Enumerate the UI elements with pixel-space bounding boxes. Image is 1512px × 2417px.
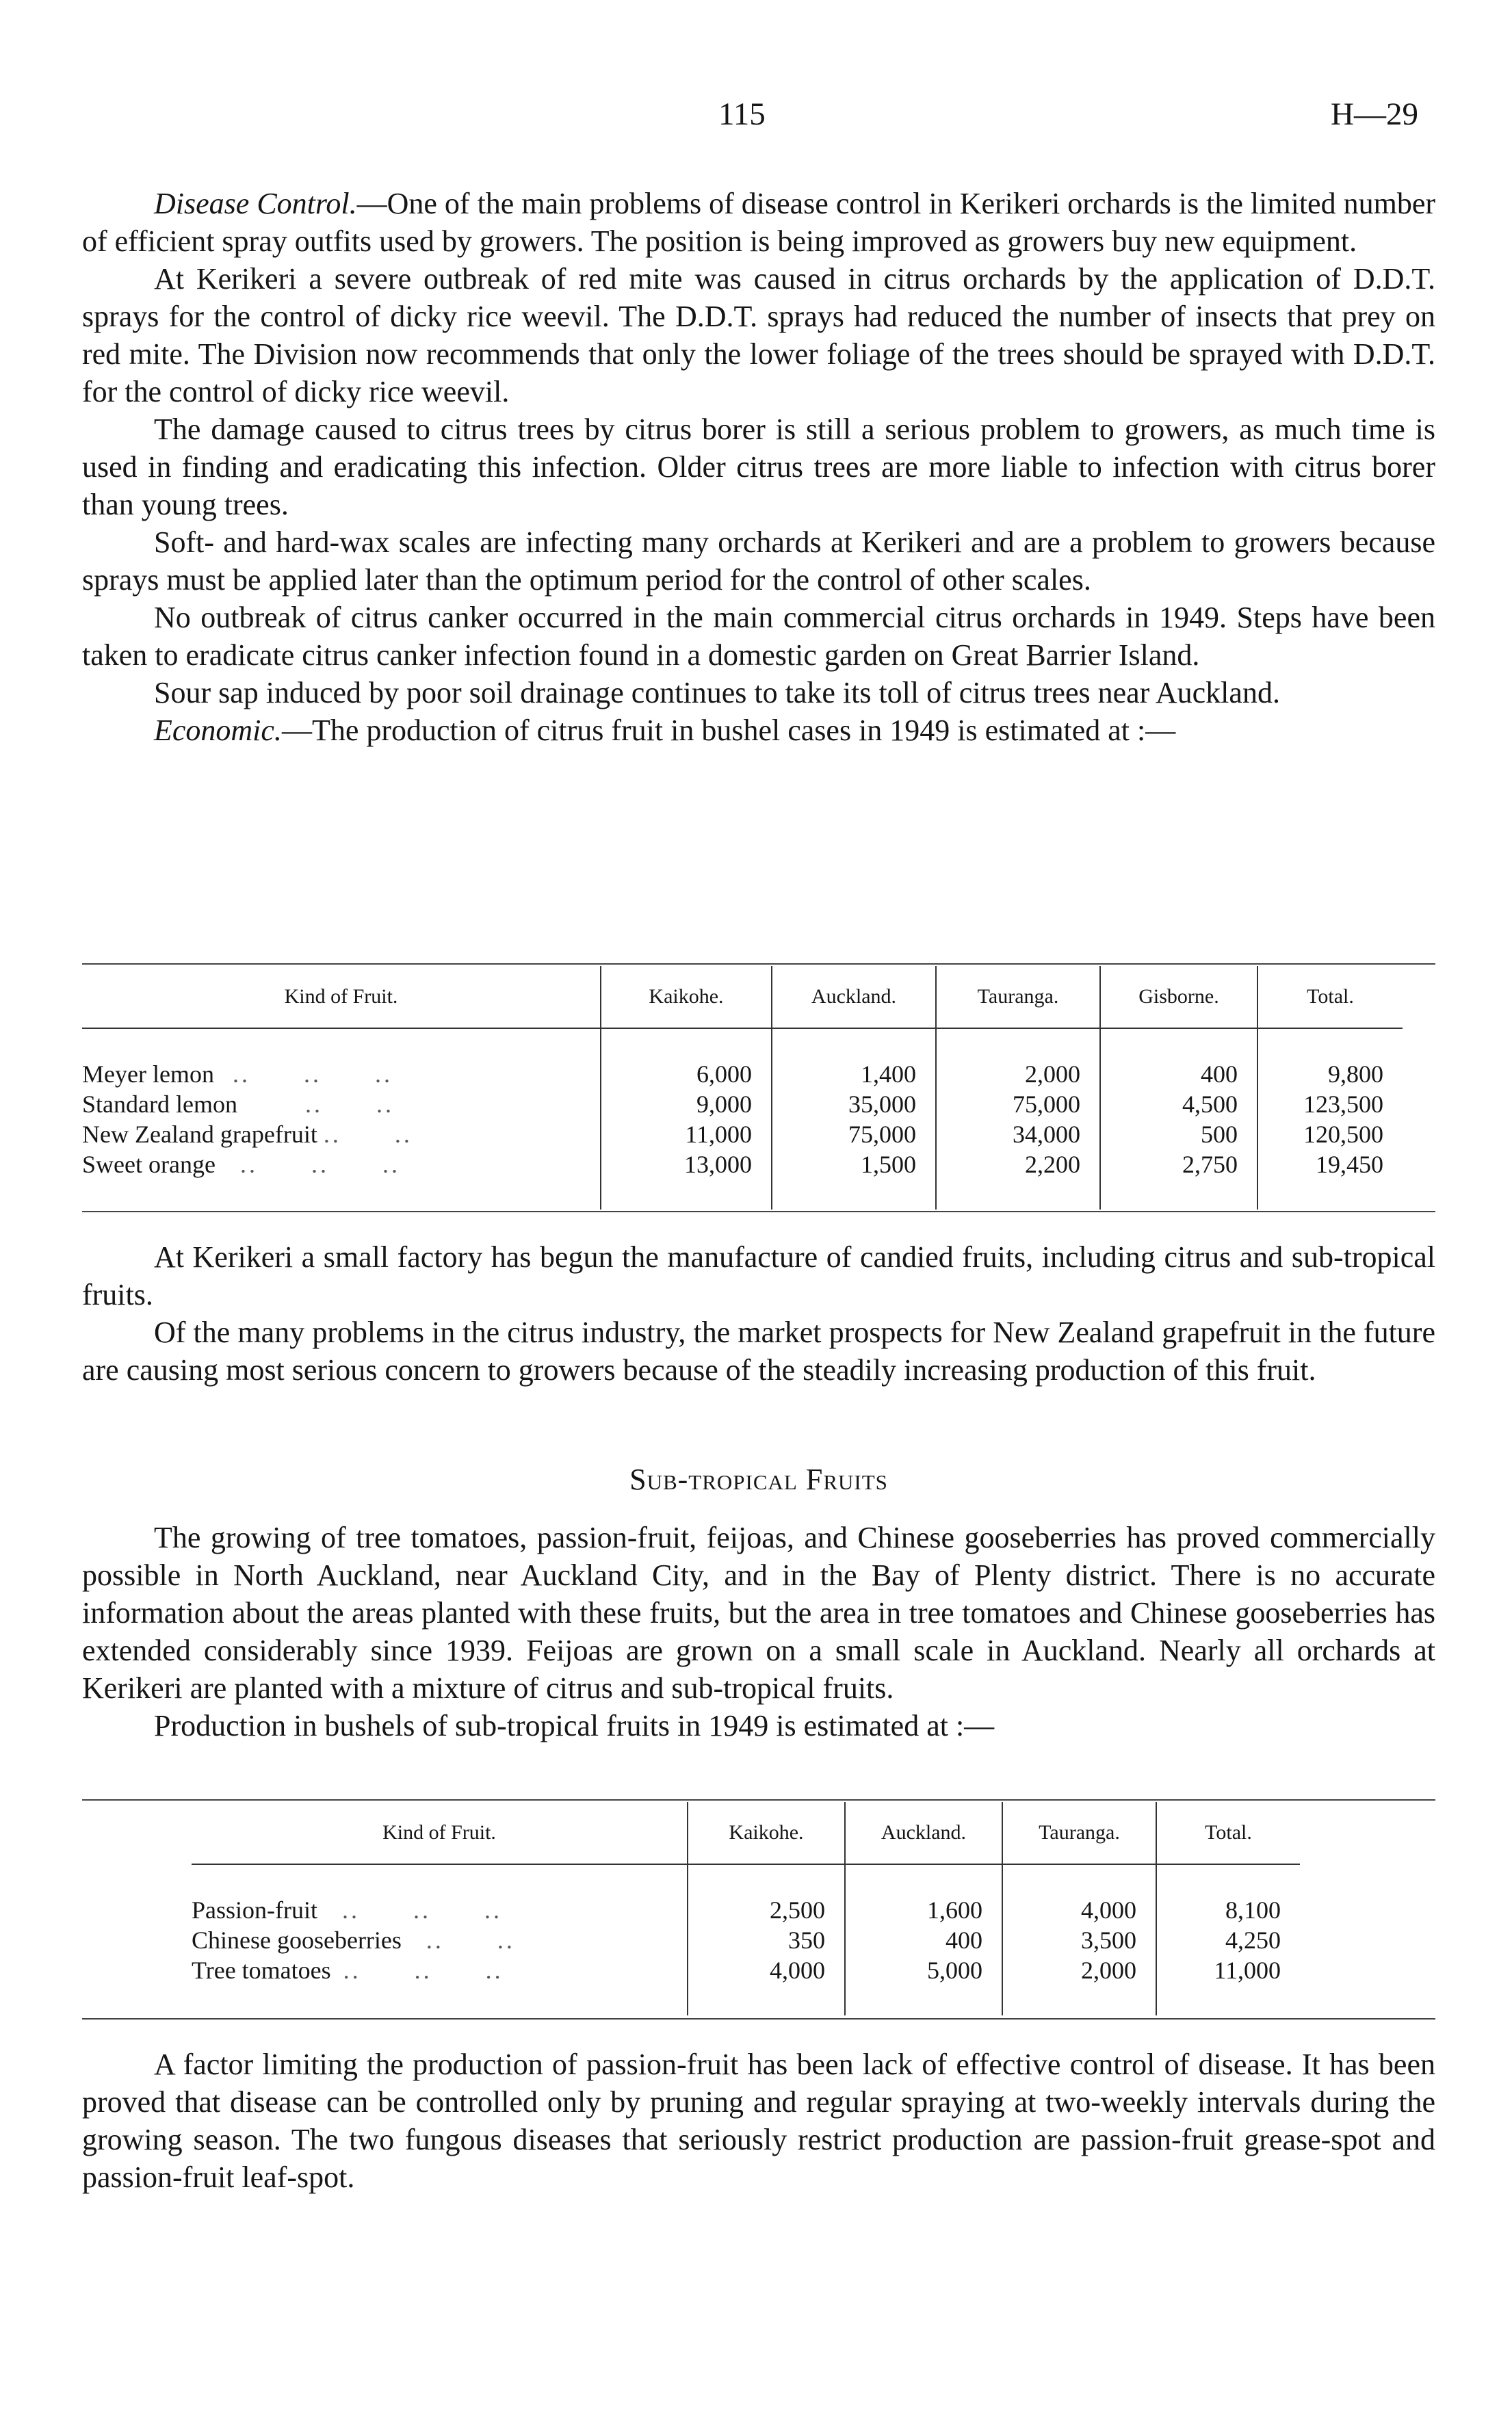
column-header: Auckland.: [845, 1802, 1002, 1864]
column-header: Tauranga.: [936, 966, 1100, 1028]
section-heading: Sub-tropical Fruits: [629, 1463, 888, 1496]
paragraph: Of the many problems in the citrus industry, the market prospects for New Zealand grapefruit in the future are causing most serious concern to growers because of the steadily increasing production of this fruit.: [82, 1316, 1435, 1387]
row-label: [82, 1119, 601, 1149]
fruit-name: Meyer lemon: [82, 1060, 214, 1088]
fruit-name: Sweet orange: [82, 1151, 216, 1178]
cell-value: 350: [688, 1925, 845, 1955]
cell-value: 2,000: [936, 1059, 1100, 1089]
cell-value: 4,500: [1100, 1089, 1257, 1119]
lead-in-heading: Disease Control.: [154, 187, 357, 220]
table-row: [82, 1059, 1403, 1089]
cell-value: 500: [1100, 1119, 1257, 1149]
cell-value: 6,000: [601, 1059, 772, 1089]
cell-value: 2,500: [688, 1895, 845, 1925]
table-bottom-rule: [82, 1211, 1435, 1212]
table-bottom-rule: [82, 2018, 1435, 2020]
table-row: [82, 1149, 1403, 1179]
cell-value: 400: [1100, 1059, 1257, 1089]
table-row: [192, 1925, 1300, 1955]
cell-value: 11,000: [1156, 1955, 1300, 1985]
dot-leader: .. ..: [426, 1926, 515, 1954]
sub-tropical-heading-block: [82, 1461, 1435, 1498]
cell-value: 4,250: [1156, 1925, 1300, 1955]
column-header: Total.: [1156, 1802, 1300, 1864]
cell-value: 123,500: [1257, 1089, 1403, 1119]
table-row: [192, 1955, 1300, 1985]
page-header: [0, 96, 1512, 144]
paragraph: At Kerikeri a small factory has begun the manufacture of candied fruits, including citrus and sub-tropical fruits.: [82, 1240, 1435, 1311]
fruit-name: New Zealand grapefruit: [82, 1121, 317, 1148]
table-header-row: [192, 1802, 1300, 1864]
candied-fruits-section: [82, 1238, 1435, 1389]
dot-leader: .. ..: [323, 1121, 413, 1148]
column-header: Kind of Fruit.: [284, 985, 398, 1008]
cell-value: 34,000: [936, 1119, 1100, 1149]
dot-leader: .. .. ..: [239, 1151, 400, 1178]
sub-tropical-section: [82, 1519, 1435, 1745]
cell-value: 1,500: [772, 1149, 936, 1179]
passion-fruit-section: [82, 2046, 1435, 2196]
column-header: Kaikohe.: [601, 966, 772, 1028]
cell-value: 120,500: [1257, 1119, 1403, 1149]
cell-value: 4,000: [1002, 1895, 1156, 1925]
fruit-name: Chinese gooseberries: [192, 1926, 402, 1954]
column-header: Gisborne.: [1100, 966, 1257, 1028]
table-top-rule: [82, 963, 1435, 965]
row-label: [192, 1895, 688, 1925]
fruit-name: Passion-fruit: [192, 1896, 317, 1924]
disease-control-section: [82, 185, 1435, 749]
paragraph: [82, 185, 1435, 260]
table-row: [82, 1119, 1403, 1149]
column-header: Tauranga.: [1002, 1802, 1156, 1864]
citrus-production-table: [82, 966, 1403, 1210]
cell-value: 5,000: [845, 1955, 1002, 1985]
row-label: [82, 1149, 601, 1179]
cell-value: 4,000: [688, 1955, 845, 1985]
row-label: [82, 1059, 601, 1089]
cell-value: 9,000: [601, 1089, 772, 1119]
cell-value: 9,800: [1257, 1059, 1403, 1089]
cell-value: 3,500: [1002, 1925, 1156, 1955]
dot-leader: .. ..: [304, 1090, 394, 1118]
cell-value: 2,750: [1100, 1149, 1257, 1179]
cell-value: 1,400: [772, 1059, 936, 1089]
dot-leader: .. .. ..: [343, 1957, 504, 1984]
cell-value: 35,000: [772, 1089, 936, 1119]
paragraph: The damage caused to citrus trees by citrus borer is still a serious problem to growers, as much time is used in finding and eradicating this infection. Older citrus trees are more liable to infection with citrus borer than young trees.: [82, 413, 1435, 521]
cell-value: 400: [845, 1925, 1002, 1955]
paragraph: Production in bushels of sub-tropical fruits in 1949 is estimated at :—: [154, 1709, 995, 1742]
cell-value: 2,200: [936, 1149, 1100, 1179]
cell-value: 2,000: [1002, 1955, 1156, 1985]
row-label: [82, 1089, 601, 1119]
row-label: [192, 1925, 688, 1955]
table-row: [82, 1089, 1403, 1119]
lead-in-heading: Economic.: [154, 714, 282, 747]
table-top-rule: [82, 1799, 1435, 1801]
paragraph-text: —One of the main problems of disease control in Kerikeri orchards is the limited number of efficient spray outfits used by growers. The position is being improved as growers buy new equipment.: [82, 187, 1435, 258]
paragraph: Soft- and hard-wax scales are infecting many orchards at Kerikeri and are a problem to growers because sprays must be applied later than the optimum period for the control of other scales.: [82, 525, 1435, 597]
cell-value: 1,600: [845, 1895, 1002, 1925]
row-label: [192, 1955, 688, 1985]
column-header: Auckland.: [772, 966, 936, 1028]
cell-value: 75,000: [772, 1119, 936, 1149]
fruit-name: Standard lemon: [82, 1090, 237, 1118]
paragraph: A factor limiting the production of passion-fruit has been lack of effective control of disease. It has been proved that disease can be controlled only by pruning and regular spraying at two-weekly intervals during the growing season. The two fungous diseases that seriously restrict production are passion-fruit grease-spot and passion-fruit leaf-spot.: [82, 2048, 1435, 2194]
column-header: Kind of Fruit.: [382, 1821, 496, 1844]
dot-leader: .. .. ..: [232, 1060, 393, 1088]
document-reference: H—29: [1331, 96, 1418, 132]
cell-value: 8,100: [1156, 1895, 1300, 1925]
paragraph: The growing of tree tomatoes, passion-fruit, feijoas, and Chinese gooseberries has proved commercially possible in North Auckland, near Auckland City, and in the Bay of Plenty district. There is no accurate information about the areas planted with these fruits, but the area in tree tomatoes and Chinese gooseberries has extended considerably since 1939. Feijoas are grown on a small scale in Auckland. Nearly all orchards at Kerikeri are planted with a mixture of citrus and sub-tropical fruits.: [82, 1521, 1435, 1705]
sub-tropical-production-table: [192, 1802, 1300, 2015]
dot-leader: .. .. ..: [342, 1896, 502, 1924]
column-header: Kaikohe.: [688, 1802, 845, 1864]
cell-value: 13,000: [601, 1149, 772, 1179]
paragraph: At Kerikeri a severe outbreak of red mite was caused in citrus orchards by the application of D.D.T. sprays for the control of dicky rice weevil. The D.D.T. sprays had reduced the number of insects that prey on red mite. The Division now recommends that only the lower foliage of the trees should be sprayed with D.D.T. for the control of dicky rice weevil.: [82, 262, 1435, 408]
cell-value: 19,450: [1257, 1149, 1403, 1179]
paragraph: [82, 711, 1435, 749]
column-header: Total.: [1257, 966, 1403, 1028]
cell-value: 75,000: [936, 1089, 1100, 1119]
page-number: 115: [718, 96, 766, 132]
table-row: [192, 1895, 1300, 1925]
fruit-name: Tree tomatoes: [192, 1957, 331, 1984]
cell-value: 11,000: [601, 1119, 772, 1149]
table-header-row: [82, 966, 1403, 1028]
paragraph-text: —The production of citrus fruit in bushel cases in 1949 is estimated at :—: [281, 714, 1176, 747]
paragraph: Sour sap induced by poor soil drainage continues to take its toll of citrus trees near Auckland.: [154, 676, 1280, 709]
paragraph: No outbreak of citrus canker occurred in the main commercial citrus orchards in 1949. Steps have been taken to eradicate citrus canker infection found in a domestic garden on Great Barrier Island.: [82, 601, 1435, 672]
